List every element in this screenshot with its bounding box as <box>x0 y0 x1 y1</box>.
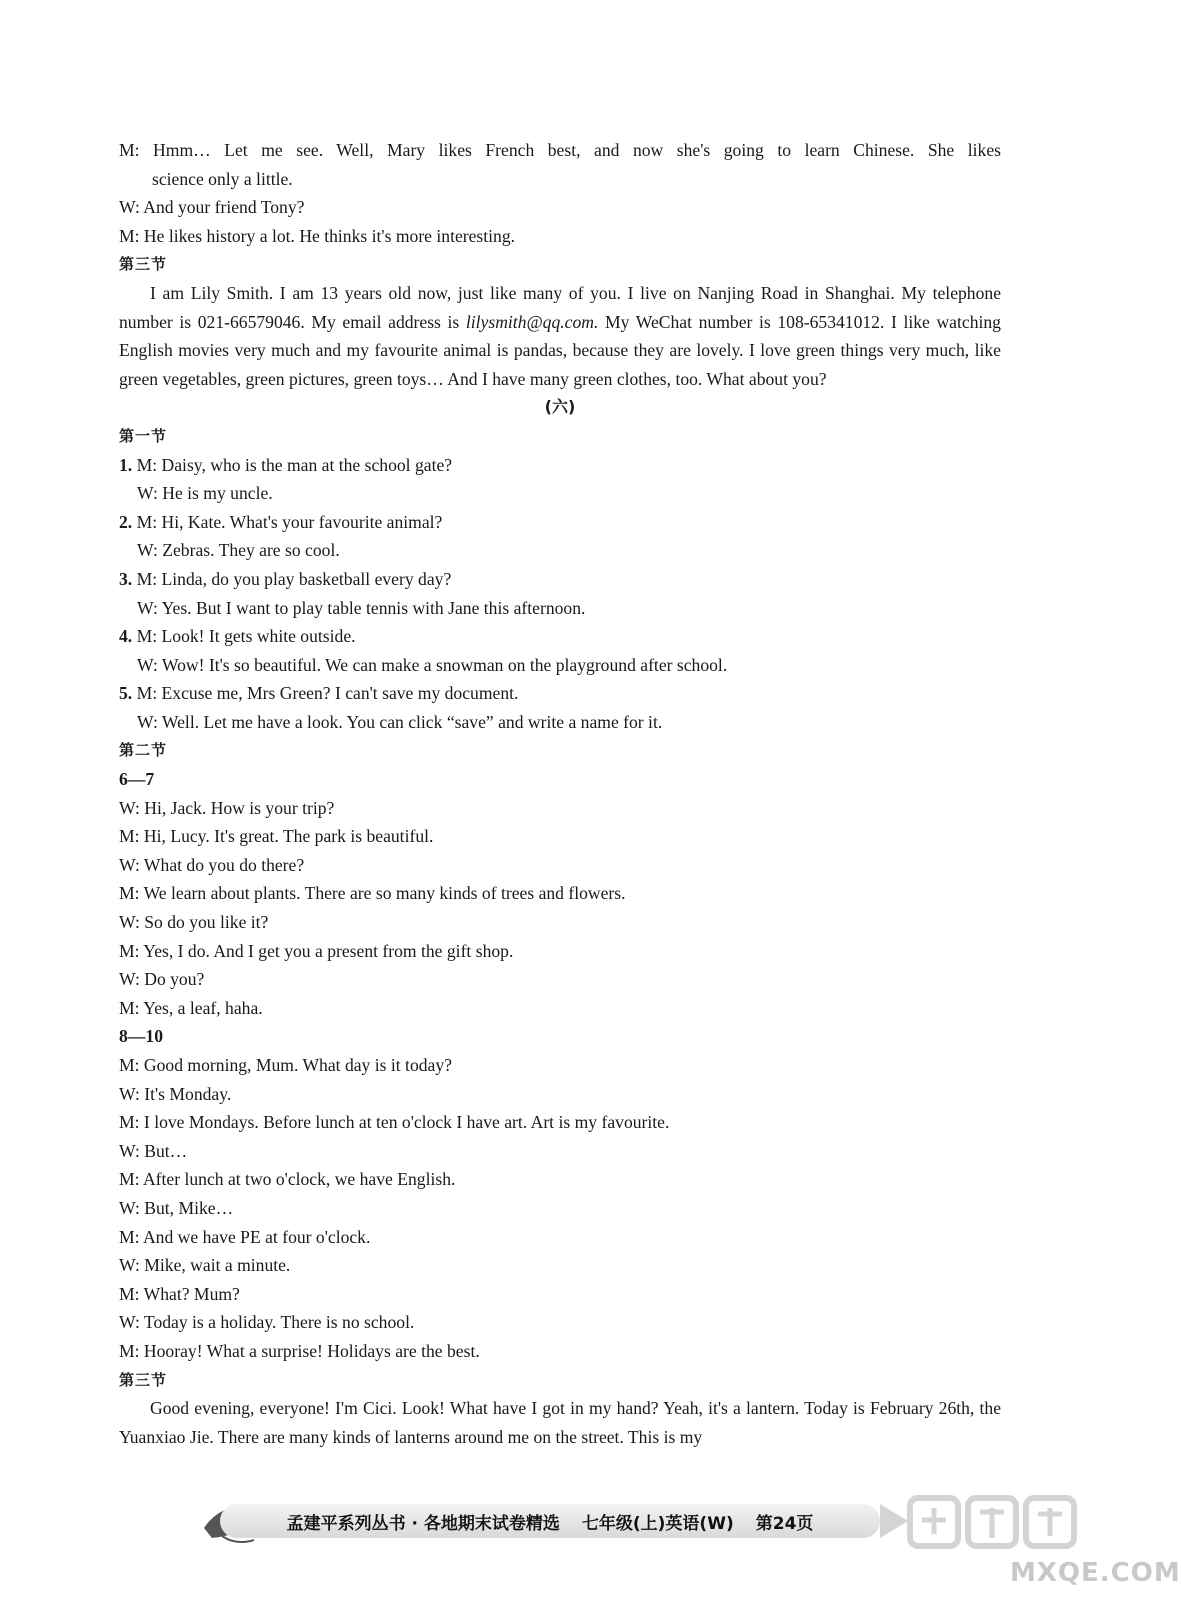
dialogue-line: M: Excuse me, Mrs Green? I can't save my document. <box>136 683 519 704</box>
dialogue-line: W: Do you? <box>119 969 205 990</box>
dialogue-line: W: But, Mike… <box>119 1197 234 1218</box>
dialogue-line: M: Linda, do you play basketball every day? <box>136 568 452 589</box>
section-label: 第三节 <box>119 255 168 274</box>
email-address: lilysmith@qq.com. <box>465 311 599 332</box>
passage-text: I am Lily Smith. I am 13 years old now, just like many of you. I live on Nanjing Road in Shanghai. My telephone number is 021-66579046. My email address is <box>119 282 1001 332</box>
dialogue-line: M: I love Mondays. Before lunch at ten o'clock I have art. Art is my favourite. <box>119 1112 670 1133</box>
dialogue-line: W: Wow! It's so beautiful. We can make a snowman on the playground after school. <box>137 654 728 675</box>
question-number: 5. <box>119 683 133 704</box>
dialogue-line: M: After lunch at two o'clock, we have English. <box>119 1169 456 1190</box>
question-number: 1. <box>119 454 133 475</box>
watermark-text: MXQE.COM <box>1010 1558 1181 1588</box>
footer-page-number: 第24页 <box>755 1513 814 1534</box>
question-item <box>119 679 1001 736</box>
question-item <box>119 565 1001 622</box>
dialogue-line: M: And we have PE at four o'clock. <box>119 1226 371 1247</box>
dialogue-line: M: Yes, a leaf, haha. <box>119 997 263 1018</box>
passage-text: My WeChat number is 108-65341012. I like watching English movies very much and my favourite animal is pandas, because they are lovely. I love green things very much, like green vegetables, green pictures, green toys… And I have many green clothes, too. What about you? <box>119 311 1001 389</box>
dialogue-line: W: Zebras. They are so cool. <box>137 540 340 561</box>
dialogue-line: W: Today is a holiday. There is no school. <box>119 1312 415 1333</box>
section-label: 第三节 <box>119 1370 168 1389</box>
question-item <box>119 451 1001 508</box>
dialogue-line: W: So do you like it? <box>119 912 269 933</box>
dialogue-line: W: Yes. But I want to play table tennis with Jane this afternoon. <box>137 597 586 618</box>
question-range-label: 6—7 <box>119 769 155 790</box>
dialogue-line: W: It's Monday. <box>119 1083 232 1104</box>
dialogue-line: M: What? Mum? <box>119 1283 240 1304</box>
passage-paragraph: Good evening, everyone! I'm Cici. Look! What have I got in my hand? Yeah, it's a lantern. Today is February 26th, the Yuanxiao Jie. There are many kinds of lanterns around me on the street. This is my <box>119 1398 1001 1447</box>
page-footer <box>220 1504 880 1538</box>
dialogue-line: M: He likes history a lot. He thinks it's more interesting. <box>119 225 516 246</box>
dialogue-line: W: And your friend Tony? <box>119 197 305 218</box>
part-heading: (六) <box>544 397 576 417</box>
dialogue-line: M: Good morning, Mum. What day is it today? <box>119 1055 452 1075</box>
dialogue-line: W: But… <box>119 1140 188 1161</box>
dialogue-line: M: Look! It gets white outside. <box>136 626 356 647</box>
dialogue-line: M: Yes, I do. And I get you a present from the gift shop. <box>119 940 514 961</box>
dialogue-line: W: Hi, Jack. How is your trip? <box>119 797 335 818</box>
question-item <box>119 622 1001 679</box>
dialogue-line: W: What do you do there? <box>119 854 305 875</box>
question-item <box>119 508 1001 565</box>
question-number: 4. <box>119 626 133 647</box>
dialogue-line: science only a little. <box>152 168 293 189</box>
question-number: 3. <box>119 568 133 589</box>
passage-paragraph <box>119 279 1001 393</box>
dialogue-line: W: Well. Let me have a look. You can click “save” and write a name for it. <box>137 711 663 732</box>
question-number: 2. <box>119 511 133 532</box>
dialogue-line: W: He is my uncle. <box>137 483 273 504</box>
section-label: 第二节 <box>119 741 168 760</box>
dialogue-line: M: Daisy, who is the man at the school gate? <box>136 454 453 475</box>
page-content <box>119 136 1001 1451</box>
footer-series: 孟建平系列丛书 · 各地期末试卷精选 <box>286 1513 560 1534</box>
footer-grade: 七年级(上)英语(W) <box>581 1513 734 1534</box>
question-range-label: 8—10 <box>119 1026 163 1047</box>
dialogue-line: W: Mike, wait a minute. <box>119 1255 291 1276</box>
section-label: 第一节 <box>119 426 168 445</box>
dialogue-line: M: Hooray! What a surprise! Holidays are the best. <box>119 1340 480 1361</box>
dialogue-line: M: Hmm… Let me see. Well, Mary likes French best, and now she's going to learn Chinese. She likes <box>119 140 1001 160</box>
dialogue-line: M: Hi, Lucy. It's great. The park is beautiful. <box>119 826 434 847</box>
dialogue-line: M: We learn about plants. There are so many kinds of trees and flowers. <box>119 883 626 904</box>
dialogue-line: M: Hi, Kate. What's your favourite animal? <box>136 511 443 532</box>
